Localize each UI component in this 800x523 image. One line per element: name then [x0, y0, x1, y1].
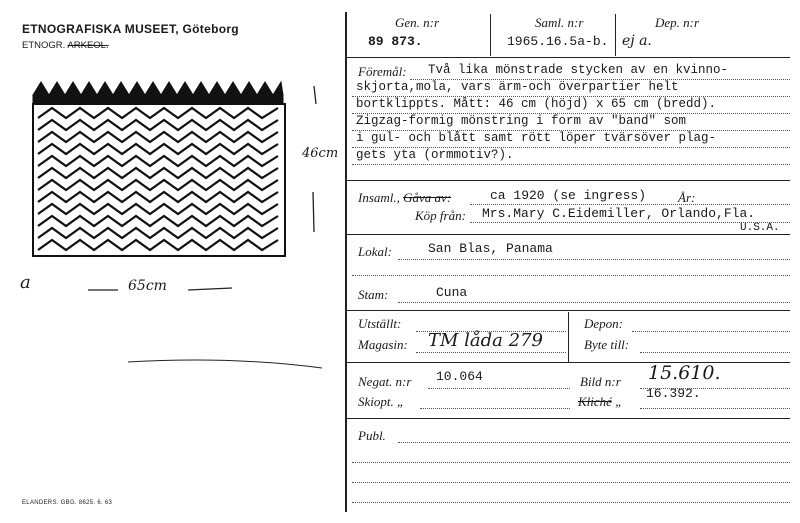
header-bottom-rule	[345, 57, 790, 58]
dotted-rule	[352, 502, 790, 503]
card-left-border	[345, 12, 347, 512]
stam-label: Stam:	[358, 287, 389, 302]
pencil-stroke	[128, 360, 322, 368]
foremal-line: i gul- och blått samt rött löper tvärsöver plag-	[356, 131, 717, 145]
width-line-right	[188, 288, 232, 290]
dotted-rule	[352, 482, 790, 483]
stam-value: Cuna	[436, 285, 468, 300]
sketch-letter-a: a	[20, 272, 31, 293]
section-rule	[345, 418, 790, 419]
dotted-rule	[352, 275, 790, 276]
section-rule	[345, 310, 790, 311]
depon-label: Depon:	[584, 316, 623, 331]
publ-label: Publ.	[358, 428, 386, 443]
skiopt-label-text: Skiopt.	[358, 394, 394, 409]
dotted-rule	[398, 442, 790, 443]
dotted-rule	[352, 462, 790, 463]
section-rule	[345, 234, 790, 235]
dotted-rule	[470, 222, 790, 223]
section-rule	[345, 180, 790, 181]
kliche-value: 16.392.	[646, 386, 701, 401]
gen-nr-label: Gen. n:r	[395, 15, 440, 30]
saml-nr-value: 1965.16.5a-b.	[507, 34, 609, 49]
lokal-value: San Blas, Panama	[428, 241, 553, 256]
gen-nr-value: 89 873.	[368, 34, 423, 49]
width-label: 65cm	[128, 278, 167, 294]
magasin-label: Magasin:	[358, 337, 408, 352]
kliche-struck-text: Kliché	[578, 394, 612, 409]
kop-fran-country: U.S.A.	[740, 222, 780, 234]
height-label: 46cm	[302, 146, 339, 161]
dotted-rule	[428, 388, 570, 389]
sketch-triangle-border	[33, 82, 283, 103]
foremal-line: Zigzag-formig mönstring i form av "band" som	[356, 114, 687, 128]
insaml-value: ca 1920 (se ingress)	[490, 188, 647, 203]
dotted-rule	[398, 259, 790, 260]
lokal-label: Lokal:	[358, 244, 392, 259]
skiopt-ditto: „	[397, 394, 405, 409]
department-arkeol-struck: ARKEOL.	[67, 40, 109, 51]
foremal-line: bortklippts. Mått: 46 cm (höjd) x 65 cm (bredd).	[356, 97, 717, 111]
dotted-rule	[640, 408, 790, 409]
dotted-rule	[352, 113, 790, 114]
height-tick-top	[314, 86, 316, 104]
header-divider-2	[615, 14, 616, 56]
dep-nr-value: ej a.	[622, 33, 652, 49]
textile-sketch	[0, 0, 345, 400]
foremal-label: Föremål:	[358, 64, 407, 79]
saml-nr-label: Saml. n:r	[535, 15, 584, 30]
foremal-line: gets yta (ormmotiv?).	[356, 148, 514, 162]
dotted-rule	[416, 352, 566, 353]
bild-nr-label: Bild n:r	[580, 374, 621, 389]
kop-fran-label: Köp från:	[415, 208, 466, 223]
foremal-line: skjorta,mola, vars ärm-och överpartier helt	[356, 80, 679, 94]
insaml-struck-text: Gåva av:	[403, 190, 452, 205]
kop-fran-value: Mrs.Mary C.Eidemiller, Orlando,Fla.	[482, 206, 756, 221]
dotted-rule	[352, 164, 790, 165]
dotted-rule	[416, 331, 566, 332]
negat-nr-label: Negat. n:r	[358, 374, 412, 389]
dotted-rule	[410, 79, 790, 80]
storage-divider	[568, 312, 569, 362]
height-tick-bottom	[313, 192, 314, 232]
dotted-rule	[470, 204, 790, 205]
skiopt-label	[358, 394, 404, 410]
dep-nr-label: Dep. n:r	[655, 15, 700, 30]
foremal-line: Två lika mönstrade stycken av en kvinno-	[428, 63, 729, 77]
insaml-label-text: Insaml.,	[358, 190, 400, 205]
museum-name: ETNOGRAFISKA MUSEET, Göteborg	[22, 22, 239, 36]
dotted-rule	[352, 96, 790, 97]
sketch-zigzag-pattern	[38, 108, 278, 250]
printer-mark: ELANDERS. GBG. 8625. 6. 63	[22, 500, 113, 506]
header-divider-1	[490, 14, 491, 56]
dotted-rule	[632, 331, 790, 332]
ar-label: År:	[678, 190, 696, 205]
dotted-rule	[352, 130, 790, 131]
dotted-rule	[640, 352, 790, 353]
bild-nr-value: 15.610.	[648, 362, 721, 384]
dotted-rule	[420, 408, 570, 409]
utstallt-label: Utställt:	[358, 316, 402, 331]
magasin-value: TM låda 279	[428, 330, 543, 351]
kliche-ditto: „	[615, 394, 623, 409]
dotted-rule	[352, 147, 790, 148]
dotted-rule	[398, 302, 790, 303]
department-etnogr: ETNOGR.	[22, 40, 66, 51]
negat-nr-value: 10.064	[436, 369, 483, 384]
insaml-label	[358, 190, 451, 206]
section-rule	[345, 362, 790, 363]
kliche-label	[578, 394, 622, 410]
dotted-rule	[640, 388, 790, 389]
byte-till-label: Byte till:	[584, 337, 630, 352]
